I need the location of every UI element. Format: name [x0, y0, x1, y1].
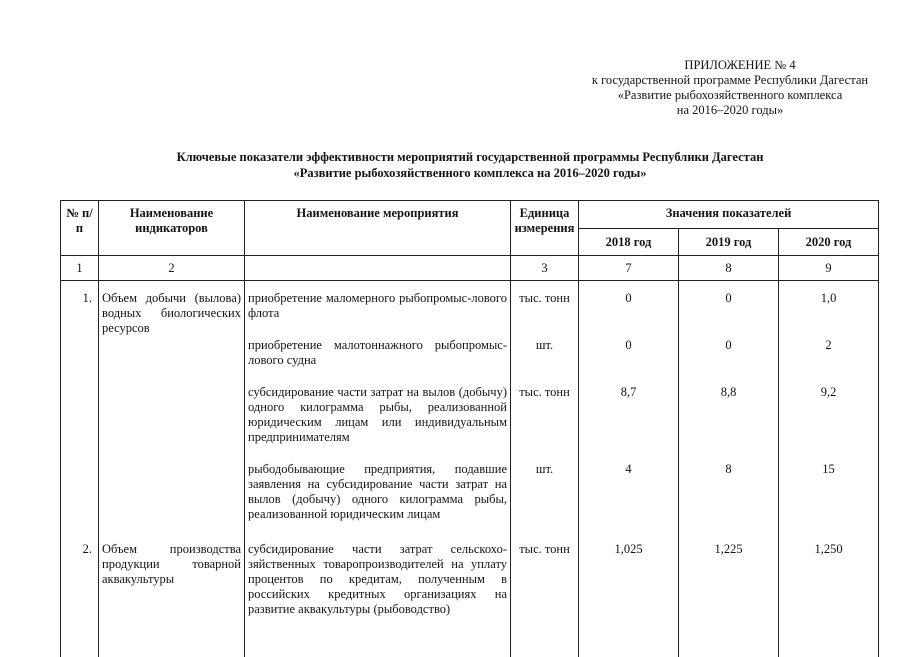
column-number: 9	[779, 256, 879, 281]
appendix-header	[540, 58, 905, 118]
appendix-line-3: «Развитие рыбохозяйственного комплекса	[617, 88, 843, 102]
heading-line-2: «Развитие рыбохозяйственного комплекса на 2016–2020 годы»	[293, 166, 647, 180]
column-number	[245, 256, 511, 281]
row-number	[61, 368, 99, 445]
document-heading	[60, 149, 880, 181]
value-2020: 9,2	[779, 368, 879, 445]
column-numbers-row	[61, 256, 879, 281]
value-2020: 1,250	[779, 522, 879, 657]
header-unit: Единица измерения	[511, 201, 579, 256]
row-number: 2.	[61, 522, 99, 657]
value-2018: 0	[579, 321, 679, 368]
activity-name: приобретение маломерного рыбопромыс-лового флота	[245, 281, 511, 322]
table-row	[61, 281, 879, 322]
indicator-name: Объем производства продукции товарной аквакультуры	[99, 522, 245, 657]
appendix-line-2: к государственной программе Республики Дагестан	[591, 73, 869, 87]
table-row	[61, 522, 879, 657]
heading-line-1: Ключевые показатели эффективности мероприятий государственной программы Республики Дагестан	[176, 150, 764, 164]
column-number: 7	[579, 256, 679, 281]
activity-name: субсидирование части затрат на вылов (добычу) одного килограмма рыбы, реализованной юридическим лицам или индивидуальным предпринимателям	[245, 368, 511, 445]
appendix-title: ПРИЛОЖЕНИЕ № 4	[684, 58, 796, 72]
value-2018: 4	[579, 445, 679, 522]
column-number: 3	[511, 256, 579, 281]
column-number: 8	[679, 256, 779, 281]
value-2020: 2	[779, 321, 879, 368]
header-activity: Наименование мероприятия	[245, 201, 511, 256]
unit: шт.	[511, 445, 579, 522]
activity-name: субсидирование части затрат сельскохо-зяйственных товаропроизводителей на уплату процентов по кредитам, полученным в российских кредитных организациях на развитие аквакультуры (рыбоводство)	[245, 522, 511, 657]
indicator-name: Объем добычи (вылова) водных биологических ресурсов	[99, 281, 245, 523]
column-number: 2	[99, 256, 245, 281]
table-header-row	[61, 201, 879, 229]
header-values: Значения показателей	[579, 201, 879, 229]
value-2019: 1,225	[679, 522, 779, 657]
value-2020: 15	[779, 445, 879, 522]
value-2018: 8,7	[579, 368, 679, 445]
indicators-table	[60, 200, 879, 657]
unit: тыс. тонн	[511, 522, 579, 657]
value-2018: 0	[579, 281, 679, 322]
header-indicator: Наименование индикаторов	[99, 201, 245, 256]
value-2019: 8	[679, 445, 779, 522]
unit: тыс. тонн	[511, 281, 579, 322]
value-2019: 8,8	[679, 368, 779, 445]
value-2019: 0	[679, 321, 779, 368]
row-number: 1.	[61, 281, 99, 322]
header-year-2020: 2020 год	[779, 229, 879, 256]
column-number: 1	[61, 256, 99, 281]
activity-name: приобретение малотоннажного рыбопромыс-лового судна	[245, 321, 511, 368]
header-year-2019: 2019 год	[679, 229, 779, 256]
value-2020: 1,0	[779, 281, 879, 322]
header-year-2018: 2018 год	[579, 229, 679, 256]
row-number	[61, 445, 99, 522]
value-2018: 1,025	[579, 522, 679, 657]
row-number	[61, 321, 99, 368]
unit: тыс. тонн	[511, 368, 579, 445]
unit: шт.	[511, 321, 579, 368]
value-2019: 0	[679, 281, 779, 322]
appendix-line-4: на 2016–2020 годы»	[676, 103, 784, 117]
header-num: № п/п	[61, 201, 99, 256]
activity-name: рыбодобывающие предприятия, подавшие заявления на субсидирование части затрат на вылов (добычу) одного килограмма рыбы, реализованной юридическим лицам	[245, 445, 511, 522]
